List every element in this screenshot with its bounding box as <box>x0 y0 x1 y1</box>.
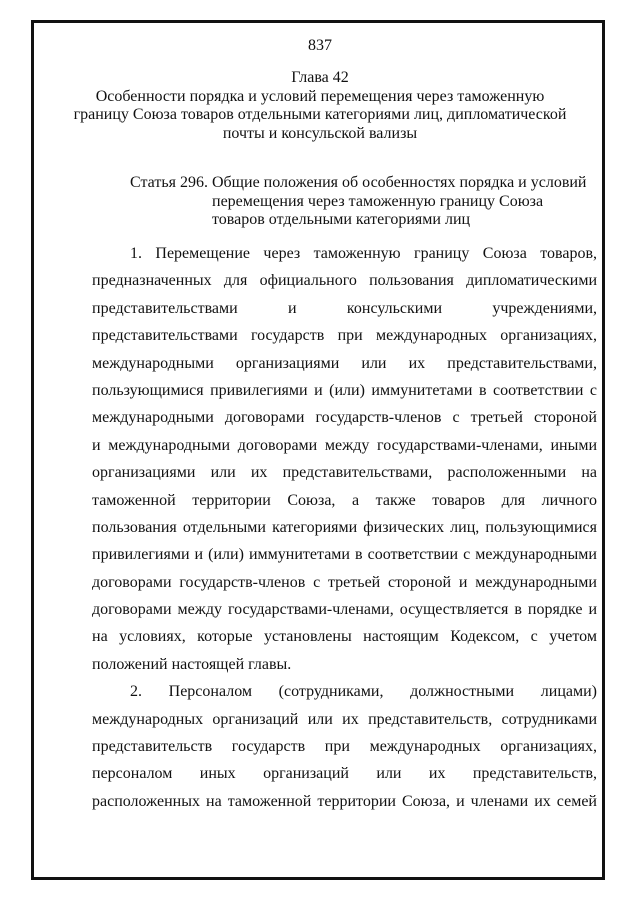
text-line: на условиях, которые установлены настоящим Кодексом, с учетом <box>92 628 597 646</box>
text-line: и международными договорами между государствами-членами, иными <box>92 436 597 454</box>
text-line: договорами государств-членов с третьей стороной и международными <box>92 573 597 591</box>
text-line: международными договорами государств-членов с третьей стороной <box>92 409 597 427</box>
paragraph-1 <box>92 240 597 678</box>
text-line: привилегиями и (или) иммунитетами в соответствии с международными <box>92 546 597 564</box>
text-line: расположенных на таможенной территории Союза, и членами их семей <box>92 792 597 810</box>
chapter-subtitle-line: границу Союза товаров отдельными категориями лиц, дипломатической <box>73 106 567 123</box>
text-line: представительств государств при международных организациях, <box>92 738 597 756</box>
page-number: 837 <box>308 37 332 54</box>
article-heading-line: Статья 296. Общие положения об особенностях порядка и условий <box>130 174 587 191</box>
chapter-title: Глава 42 <box>291 69 349 86</box>
article-heading-line: перемещения через таможенную границу Союза <box>212 192 544 210</box>
text-line: положений настоящей главы. <box>92 655 292 673</box>
text-line: представительствами и консульскими учреждениями, <box>92 299 597 317</box>
text-line: международных организаций или их представительств, сотрудниками <box>92 710 597 728</box>
paragraph-2 <box>92 678 597 815</box>
text-line: организациями или их представительствами, расположенными на <box>92 464 597 482</box>
article-heading-line: товаров отдельными категориями лиц <box>212 211 471 228</box>
text-line: пользования отдельными категориями физических лиц, пользующимися <box>92 518 597 536</box>
article-body <box>92 240 597 815</box>
text-line: 2. Персоналом (сотрудниками, должностными лицами) <box>130 683 597 701</box>
chapter-subtitle-line: Особенности порядка и условий перемещения через таможенную <box>95 87 545 105</box>
article-heading <box>130 174 600 230</box>
text-line: договорами между государствами-членами, осуществляется в порядке и <box>92 601 597 619</box>
text-line: персоналом иных организаций или их представительств, <box>92 765 597 783</box>
text-line: предназначенных для официального пользования дипломатическими <box>92 272 597 290</box>
chapter-subtitle-line: почты и консульской вализы <box>222 124 418 142</box>
text-line: представительствами государств при международных организациях, <box>92 327 597 345</box>
text-line: 1. Перемещение через таможенную границу Союза товаров, <box>130 245 597 262</box>
chapter-header <box>60 69 580 143</box>
text-line: пользующимися привилегиями и (или) иммунитетами в соответствии с <box>92 381 597 399</box>
text-line: таможенной территории Союза, а также товаров для личного <box>92 491 597 509</box>
text-line: международными организациями или их представительствами, <box>92 354 597 372</box>
